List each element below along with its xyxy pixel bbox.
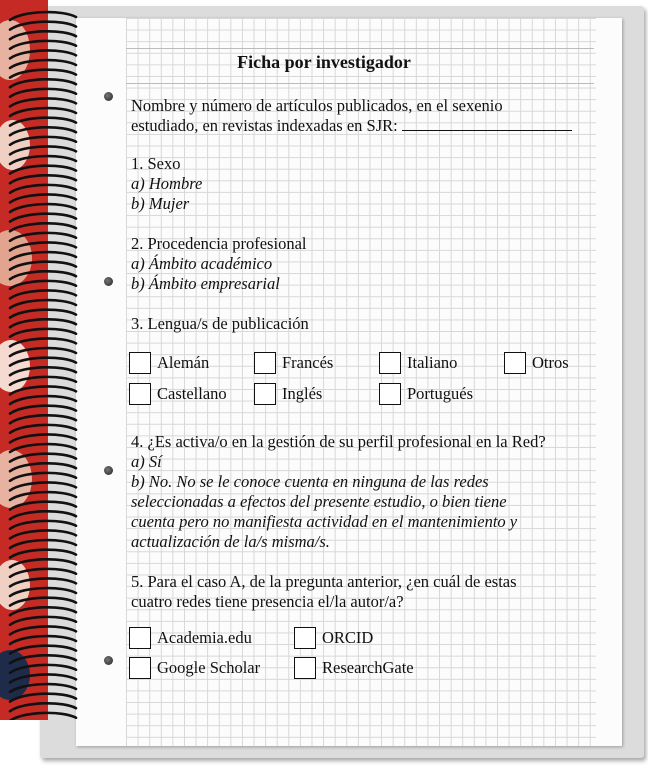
spiral-coil (10, 98, 76, 106)
spiral-coil (10, 156, 76, 164)
spiral-coil (10, 12, 76, 20)
spiral-coil (10, 358, 76, 366)
spiral-coil (10, 406, 76, 414)
checkbox-label: Castellano (157, 384, 227, 403)
punch-hole (104, 277, 113, 286)
spiral-coil (10, 290, 76, 298)
spiral-coil (10, 607, 76, 615)
spiral-coil (10, 175, 76, 183)
form-title: Ficha por investigador (237, 52, 411, 72)
checkbox-aleman[interactable] (129, 352, 209, 374)
punch-hole (104, 92, 113, 101)
spiral-coil (10, 348, 76, 356)
spiral-coil (10, 646, 76, 654)
checkbox-label: ResearchGate (322, 658, 414, 677)
checkbox-label: Portugués (407, 384, 473, 403)
spiral-coil (10, 434, 76, 442)
checkbox-box[interactable] (294, 627, 316, 649)
spiral-coil (10, 482, 76, 490)
spiral-coil (10, 223, 76, 231)
spiral-coil (10, 252, 76, 260)
q4-option-b-line3: cuenta pero no manifiesta actividad en el mantenimiento y (131, 512, 518, 531)
spiral-coil (10, 79, 76, 87)
checkbox-portugues[interactable] (379, 383, 473, 405)
spiral-coil (10, 146, 76, 154)
checkbox-orcid[interactable] (294, 627, 373, 649)
q4-option-b-line1: b) No. No se le conoce cuenta en ninguna de las redes (131, 472, 489, 491)
spiral-coil (10, 636, 76, 644)
intro-text-line1: Nombre y número de artículos publicados, en el sexenio (131, 96, 503, 115)
checkbox-label: Francés (282, 353, 334, 372)
spiral-coil (10, 396, 76, 404)
spiral-coil (10, 463, 76, 471)
checkbox-label: Alemán (157, 353, 210, 372)
checkbox-frances[interactable] (254, 352, 333, 374)
spiral-coil (10, 665, 76, 673)
punch-hole (104, 466, 113, 475)
q4-option-b-line4: actualización de la/s misma/s. (131, 532, 330, 551)
checkbox-box[interactable] (129, 383, 151, 405)
spiral-coil (10, 310, 76, 318)
spiral-coil (10, 511, 76, 519)
q5-question-line1: 5. Para el caso A, de la pregunta anterior, ¿en cuál de estas (131, 572, 517, 591)
checkbox-ingles[interactable] (254, 383, 322, 405)
checkbox-otros[interactable] (504, 352, 569, 374)
checkbox-label: Academia.edu (157, 628, 252, 647)
spiral-coil (10, 22, 76, 30)
q2-option-b: b) Ámbito empresarial (131, 274, 280, 293)
spiral-coil (10, 703, 76, 711)
spiral-coil (10, 204, 76, 212)
intro-text-line2: estudiado, en revistas indexadas en SJR: (131, 116, 572, 136)
spiral-coil (10, 41, 76, 49)
checkbox-academia[interactable] (129, 627, 252, 649)
q3-question: 3. Lengua/s de publicación (131, 314, 309, 333)
spiral-coil (10, 386, 76, 394)
spiral-coil (10, 617, 76, 625)
spiral-coil (10, 694, 76, 702)
spiral-coil (10, 31, 76, 39)
spiral-coil (10, 550, 76, 558)
name-blank-line[interactable] (402, 116, 572, 131)
spiral-coil (10, 214, 76, 222)
q1-option-a: a) Hombre (131, 174, 203, 193)
checkbox-researchgate[interactable] (294, 657, 414, 679)
spiral-coil (10, 454, 76, 462)
spiral-coil (10, 271, 76, 279)
checkbox-castellano[interactable] (129, 383, 227, 405)
spiral-coil (10, 137, 76, 145)
spiral-coil (10, 367, 76, 375)
spiral-coil (10, 262, 76, 270)
spiral-coil (10, 233, 76, 241)
spiral-coil (10, 492, 76, 500)
checkbox-google-scholar[interactable] (129, 657, 260, 679)
spiral-coil (10, 655, 76, 663)
q2-question: 2. Procedencia profesional (131, 234, 307, 253)
q1-option-b: b) Mujer (131, 194, 190, 213)
spiral-coil (10, 377, 76, 385)
spiral-coil (10, 569, 76, 577)
spiral-coil (10, 473, 76, 481)
checkbox-box[interactable] (129, 352, 151, 374)
checkbox-label: ORCID (322, 628, 374, 647)
checkbox-label: Italiano (407, 353, 458, 372)
spiral-coil (10, 338, 76, 346)
spiral-coil (10, 588, 76, 596)
checkbox-box[interactable] (129, 627, 151, 649)
spiral-coil (10, 684, 76, 692)
spiral-coil (10, 319, 76, 327)
q1-question: 1. Sexo (131, 154, 181, 173)
spiral-coil (10, 530, 76, 538)
checkbox-label: Otros (532, 353, 569, 372)
spiral-coil (10, 127, 76, 135)
checkbox-label: Inglés (282, 384, 323, 403)
checkbox-box[interactable] (254, 352, 276, 374)
q5-question-line2: cuatro redes tiene presencia el/la autor/a? (131, 592, 404, 611)
checkbox-box[interactable] (379, 352, 401, 374)
spiral-coil (10, 194, 76, 202)
spiral-coil (10, 89, 76, 97)
checkbox-box[interactable] (254, 383, 276, 405)
q2-option-a: a) Ámbito académico (131, 254, 273, 273)
spiral-coil (10, 425, 76, 433)
spiral-coil (10, 242, 76, 250)
spiral-coil (10, 166, 76, 174)
spiral-coil (10, 118, 76, 126)
checkbox-label: Google Scholar (157, 658, 261, 677)
spiral-coil (10, 108, 76, 116)
spiral-coil (10, 444, 76, 452)
q4-option-a: a) Sí (131, 452, 162, 471)
checkbox-box[interactable] (129, 657, 151, 679)
spiral-coil (10, 502, 76, 510)
spiral-coil (10, 185, 76, 193)
checkbox-italiano[interactable] (379, 352, 457, 374)
spiral-coil (10, 578, 76, 586)
spiral-coil (10, 559, 76, 567)
punch-hole (104, 656, 113, 665)
spiral-coil (10, 598, 76, 606)
spiral-coil (10, 540, 76, 548)
checkbox-box[interactable] (504, 352, 526, 374)
spiral-coil (10, 329, 76, 337)
checkbox-box[interactable] (294, 657, 316, 679)
spiral-binding (4, 10, 80, 720)
checkbox-box[interactable] (379, 383, 401, 405)
spiral-coil (10, 713, 76, 720)
spiral-coil (10, 626, 76, 634)
spiral-coil (10, 415, 76, 423)
spiral-coil (10, 300, 76, 308)
spiral-coil (10, 674, 76, 682)
spiral-coil (10, 281, 76, 289)
spiral-coil (10, 521, 76, 529)
q4-question: 4. ¿Es activa/o en la gestión de su perfil profesional en la Red? (131, 432, 546, 451)
q4-option-b-line2: seleccionadas a efectos del presente estudio, o bien tiene (131, 492, 507, 511)
